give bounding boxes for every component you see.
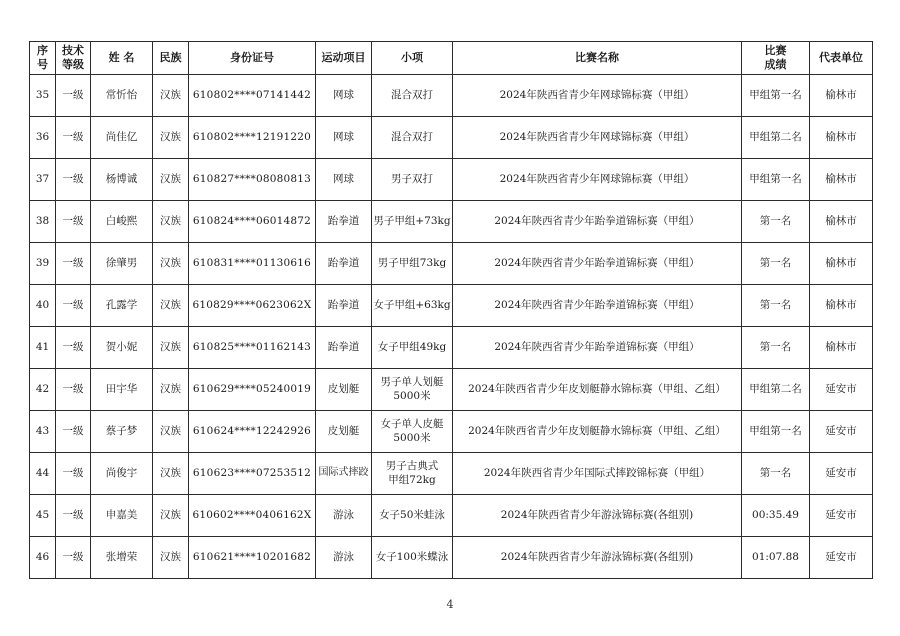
cell-ethnicity: 汉族 (153, 75, 189, 117)
cell-name: 孔露学 (91, 285, 153, 327)
header-seq: 序号 (30, 42, 56, 75)
cell-level: 一级 (56, 369, 91, 411)
cell-event: 男子双打 (372, 159, 453, 201)
cell-competition: 2024年陕西省青少年跆拳道锦标赛（甲组） (453, 201, 742, 243)
cell-name: 田宇华 (91, 369, 153, 411)
cell-ethnicity: 汉族 (153, 243, 189, 285)
cell-competition: 2024年陕西省青少年跆拳道锦标赛（甲组） (453, 327, 742, 369)
cell-competition: 2024年陕西省青少年网球锦标赛（甲组） (453, 159, 742, 201)
cell-level: 一级 (56, 75, 91, 117)
header-result: 比赛成绩 (742, 42, 810, 75)
cell-unit: 榆林市 (810, 201, 873, 243)
cell-event: 女子甲组49kg (372, 327, 453, 369)
header-sport: 运动项目 (316, 42, 372, 75)
cell-id: 610629****05240019 (189, 369, 316, 411)
header-level: 技术等级 (56, 42, 91, 75)
cell-event: 男子甲组+73kg (372, 201, 453, 243)
cell-id: 610827****08080813 (189, 159, 316, 201)
cell-level: 一级 (56, 453, 91, 495)
cell-level: 一级 (56, 327, 91, 369)
cell-name: 尚佳亿 (91, 117, 153, 159)
cell-unit: 榆林市 (810, 75, 873, 117)
cell-id: 610831****01130616 (189, 243, 316, 285)
cell-unit: 榆林市 (810, 159, 873, 201)
header-name: 姓 名 (91, 42, 153, 75)
cell-name: 蔡子梦 (91, 411, 153, 453)
cell-sport: 跆拳道 (316, 243, 372, 285)
cell-id: 610829****0623062X (189, 285, 316, 327)
page-number: 4 (446, 598, 454, 611)
cell-seq: 36 (30, 117, 56, 159)
table-row (30, 75, 873, 117)
table-row (30, 495, 873, 537)
cell-level: 一级 (56, 495, 91, 537)
table-row (30, 285, 873, 327)
table-row (30, 369, 873, 411)
header-ethnicity: 民族 (153, 42, 189, 75)
cell-sport: 跆拳道 (316, 285, 372, 327)
cell-unit: 榆林市 (810, 285, 873, 327)
cell-name: 张增荣 (91, 537, 153, 579)
cell-unit: 延安市 (810, 369, 873, 411)
cell-competition: 2024年陕西省青少年网球锦标赛（甲组） (453, 75, 742, 117)
cell-sport: 网球 (316, 159, 372, 201)
cell-ethnicity: 汉族 (153, 453, 189, 495)
cell-event: 男子古典式甲组72kg (372, 453, 453, 495)
cell-ethnicity: 汉族 (153, 327, 189, 369)
cell-event: 女子单人皮艇5000米 (372, 411, 453, 453)
cell-event: 混合双打 (372, 117, 453, 159)
cell-seq: 45 (30, 495, 56, 537)
table-row (30, 201, 873, 243)
cell-level: 一级 (56, 537, 91, 579)
cell-event: 女子100米蝶泳 (372, 537, 453, 579)
cell-competition: 2024年陕西省青少年皮划艇静水锦标赛（甲组、乙组） (453, 411, 742, 453)
cell-ethnicity: 汉族 (153, 369, 189, 411)
cell-seq: 38 (30, 201, 56, 243)
table-row (30, 411, 873, 453)
cell-result: 第一名 (742, 453, 810, 495)
cell-unit: 榆林市 (810, 117, 873, 159)
cell-seq: 46 (30, 537, 56, 579)
cell-competition: 2024年陕西省青少年跆拳道锦标赛（甲组） (453, 285, 742, 327)
table-row (30, 243, 873, 285)
cell-event: 女子50米蛙泳 (372, 495, 453, 537)
cell-id: 610825****01162143 (189, 327, 316, 369)
cell-level: 一级 (56, 411, 91, 453)
cell-seq: 42 (30, 369, 56, 411)
cell-seq: 44 (30, 453, 56, 495)
cell-level: 一级 (56, 159, 91, 201)
cell-name: 徐肇男 (91, 243, 153, 285)
cell-sport: 网球 (316, 117, 372, 159)
cell-result: 第一名 (742, 243, 810, 285)
cell-ethnicity: 汉族 (153, 285, 189, 327)
cell-ethnicity: 汉族 (153, 537, 189, 579)
cell-ethnicity: 汉族 (153, 201, 189, 243)
cell-name: 杨博诚 (91, 159, 153, 201)
cell-unit: 延安市 (810, 453, 873, 495)
cell-name: 常忻怡 (91, 75, 153, 117)
cell-result: 甲组第二名 (742, 369, 810, 411)
cell-unit: 延安市 (810, 495, 873, 537)
cell-competition: 2024年陕西省青少年皮划艇静水锦标赛（甲组、乙组） (453, 369, 742, 411)
cell-level: 一级 (56, 117, 91, 159)
cell-seq: 35 (30, 75, 56, 117)
cell-unit: 延安市 (810, 411, 873, 453)
cell-seq: 37 (30, 159, 56, 201)
cell-competition: 2024年陕西省青少年游泳锦标赛(各组别) (453, 537, 742, 579)
cell-competition: 2024年陕西省青少年游泳锦标赛(各组别) (453, 495, 742, 537)
cell-level: 一级 (56, 285, 91, 327)
table-row (30, 117, 873, 159)
cell-id: 610824****06014872 (189, 201, 316, 243)
cell-ethnicity: 汉族 (153, 159, 189, 201)
cell-result: 甲组第二名 (742, 117, 810, 159)
cell-unit: 榆林市 (810, 327, 873, 369)
cell-seq: 39 (30, 243, 56, 285)
cell-event: 男子单人划艇5000米 (372, 369, 453, 411)
table-header-row (30, 42, 873, 75)
cell-id: 610623****07253512 (189, 453, 316, 495)
cell-id: 610802****12191220 (189, 117, 316, 159)
table-row (30, 537, 873, 579)
cell-result: 甲组第一名 (742, 75, 810, 117)
cell-seq: 41 (30, 327, 56, 369)
cell-competition: 2024年陕西省青少年国际式摔跤锦标赛（甲组） (453, 453, 742, 495)
header-unit: 代表单位 (810, 42, 873, 75)
athlete-table (29, 41, 873, 579)
header-competition: 比赛名称 (453, 42, 742, 75)
cell-sport: 跆拳道 (316, 201, 372, 243)
cell-result: 第一名 (742, 327, 810, 369)
cell-unit: 榆林市 (810, 243, 873, 285)
cell-event: 混合双打 (372, 75, 453, 117)
cell-seq: 40 (30, 285, 56, 327)
cell-unit: 延安市 (810, 537, 873, 579)
cell-sport: 游泳 (316, 537, 372, 579)
cell-name: 贺小妮 (91, 327, 153, 369)
header-event: 小项 (372, 42, 453, 75)
cell-id: 610602****0406162X (189, 495, 316, 537)
header-id: 身份证号 (189, 42, 316, 75)
cell-id: 610624****12242926 (189, 411, 316, 453)
cell-level: 一级 (56, 243, 91, 285)
table-row (30, 327, 873, 369)
cell-result: 01:07.88 (742, 537, 810, 579)
cell-id: 610621****10201682 (189, 537, 316, 579)
cell-result: 第一名 (742, 285, 810, 327)
cell-competition: 2024年陕西省青少年跆拳道锦标赛（甲组） (453, 243, 742, 285)
cell-name: 申嘉美 (91, 495, 153, 537)
cell-seq: 43 (30, 411, 56, 453)
cell-result: 甲组第一名 (742, 159, 810, 201)
cell-event: 女子甲组+63kg (372, 285, 453, 327)
cell-sport: 游泳 (316, 495, 372, 537)
cell-level: 一级 (56, 201, 91, 243)
cell-result: 第一名 (742, 201, 810, 243)
table-row (30, 453, 873, 495)
cell-sport: 网球 (316, 75, 372, 117)
table-row (30, 159, 873, 201)
cell-result: 00:35.49 (742, 495, 810, 537)
cell-sport: 国际式摔跤 (316, 453, 372, 495)
cell-name: 白峻熙 (91, 201, 153, 243)
cell-id: 610802****07141442 (189, 75, 316, 117)
cell-ethnicity: 汉族 (153, 411, 189, 453)
cell-ethnicity: 汉族 (153, 117, 189, 159)
cell-competition: 2024年陕西省青少年网球锦标赛（甲组） (453, 117, 742, 159)
cell-result: 甲组第一名 (742, 411, 810, 453)
cell-sport: 皮划艇 (316, 411, 372, 453)
cell-event: 男子甲组73kg (372, 243, 453, 285)
cell-ethnicity: 汉族 (153, 495, 189, 537)
cell-sport: 皮划艇 (316, 369, 372, 411)
cell-sport: 跆拳道 (316, 327, 372, 369)
cell-name: 尚俊宇 (91, 453, 153, 495)
